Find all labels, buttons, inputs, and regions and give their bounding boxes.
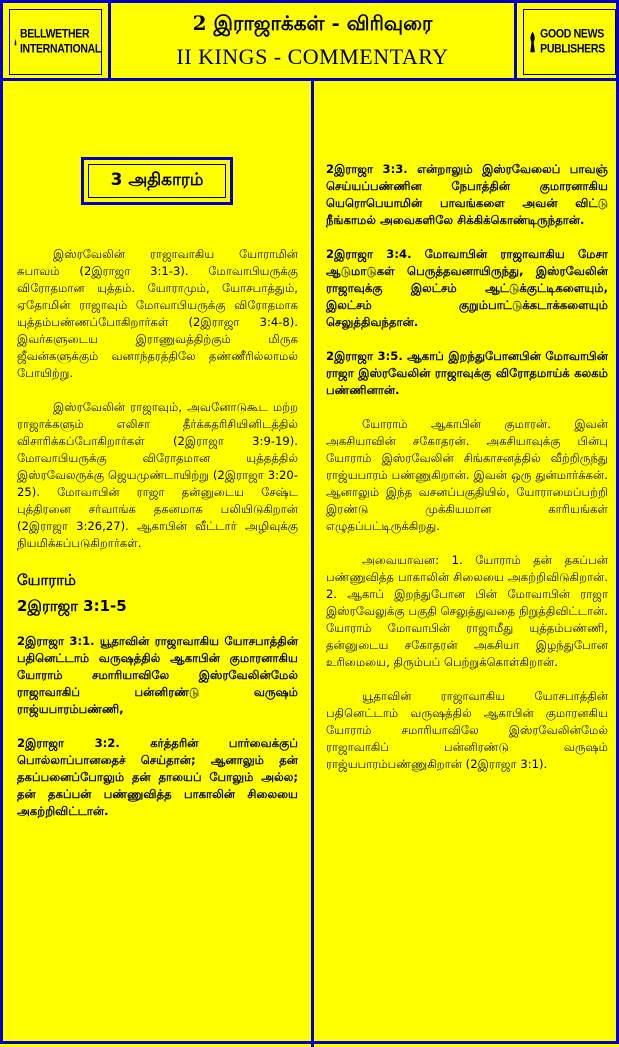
verse-3-4: 2இராஜா 3:4. மோவாபின் ராஜாவாகிய மேசா ஆடுமாடுகள் பெருத்தவனாயிருந்து, இஸ்ரவேலின் ராஜாவுக்கு இலட்சம் ஆட்டுக்குட்டிகளையும், இலட்சம் குறும்பாட்டுக்கடாக்களையும் செலுத்திவந்தான். bbox=[326, 247, 608, 329]
chapter-label: 3 அதிகாரம் bbox=[110, 170, 204, 190]
lamp-icon bbox=[528, 22, 537, 62]
left-column bbox=[17, 246, 298, 837]
chapter-box bbox=[81, 157, 233, 205]
section-reference: 2இராஜா 3:1-5 bbox=[17, 597, 127, 615]
commentary-paragraph-2: அவையாவன: 1. யோராம் தன் தகப்பன் பண்ணுவித்த பாகாலின் சிலையை அகற்றிவிடுகிறான். 2. ஆகாப் இறந்துபோன பின் மோவாபின் ராஜா இஸ்ரவேலுக்கு பகுதி செலுத்துவதை நிறுத்திவிட்டான். யோராம் மோவாபின் ராஜாமீது யுத்தம்பண்ணி, தன்னுடைய சகோதரன் அகசியா இழந்துபோன உரிமையை, திரும்பப் பெற்றுக்கொள்கிறான். bbox=[326, 553, 608, 669]
title-english: II KINGS - COMMENTARY bbox=[176, 44, 449, 69]
bellwether-logo bbox=[3, 3, 111, 81]
good-news-logo-text: GOOD NEWS PUBLISHERS bbox=[540, 27, 605, 56]
commentary-paragraph-3: யூதாவின் ராஜாவாகிய யோசபாத்தின் பதினெட்டாம் வருஷத்தில் ஆகாபின் குமாரனகிய யோராம் சமாரியாவிலே இஸ்ரவேலின்மேல் ராஜாவாகிப் பன்னிரண்டு வருஷம் ராஜ்யபாரம்பண்ணுகிறான் (2இராஜா 3:1). bbox=[326, 689, 608, 771]
verse-3-2: 2இராஜா 3:2. கர்த்தரின் பார்வைக்குப் பொல்லாப்பானதைச் செய்தான்; ஆனாலும் தன் தகப்பனைப்போலும் தன் தாயைப் போலும் அல்ல; தன் தகப்பன் பண்ணுவித்த பாகாலின் சிலையை அகற்றிவிட்டான். bbox=[17, 736, 298, 818]
verse-3-5: 2இராஜா 3:5. ஆகாப் இறந்துபோனபின் மோவாபின் ராஜா இஸ்ரவேலின் ராஜாவுக்கு விரோதமாய்க் கலகம் பண்ணினான். bbox=[326, 349, 608, 397]
header-bar bbox=[3, 3, 619, 81]
good-news-logo bbox=[514, 3, 619, 81]
right-column bbox=[326, 161, 608, 790]
tower-icon bbox=[14, 22, 17, 62]
section-heading: யோராம் bbox=[17, 571, 77, 589]
summary-paragraph-2: இஸ்ரவேலின் ராஜாவும், அவனோடுகூட மற்ற ராஜாக்களும் எலிசா தீர்க்கதரிசியினிடத்தில் விசாரிக்கப்போகிறார்கள் (2இராஜா 3:9-19). மோவாபியருக்கு விரோதமான யுத்தத்தில் இஸ்ரவேலருக்கு ஜெயமுண்டாயிற்று (2இராஜா 3:20-25). மோவாபின் ராஜா தன்னுடைய சேஷ்ட புத்திரனை சர்வாங்க தகனமாக பலியிடுகிறான் (2இராஜா 3:26,27). ஆகாபின் வீட்டார் அழிவுக்கு நியமிக்கப்படுகிறார்கள். bbox=[17, 400, 298, 550]
verse-3-1: 2இராஜா 3:1. யூதாவின் ராஜாவாகிய யோசபாத்தின் பதினெட்டாம் வருஷத்தில் ஆகாபின் குமாரனாகிய யோராம் சமாரியாவிலே இஸ்ரவேலின்மேல் ராஜாவாகிப் பன்னிரண்டு வருஷம் ராஜ்யபாரம்பண்ணி, bbox=[17, 634, 298, 716]
header-title bbox=[111, 3, 514, 81]
summary-paragraph-1: இஸ்ரவேலின் ராஜாவாகிய யோராமின் சுபாவம் (2இராஜா 3:1-3). மோவாபியருக்கு விரோதமான யுத்தம். யோராமும், யோசபாத்தும், ஏதோமின் ராஜாவும் மோவாபியருக்கு விரோதமாக யுத்தம்பண்ணப்போகிறார்கள் (2இராஜா 3:4-8). இவர்களுடைய இராணுவத்திற்கும் மிருக ஜீவன்களுக்கும் வனாந்தரத்திலே தண்ணீரில்லாமல் போயிற்று. bbox=[17, 247, 298, 380]
verse-3-3: 2இராஜா 3:3. என்றாலும் இஸ்ரவேலைப் பாவஞ் செய்யப்பண்ணின நேபாத்தின் குமாரனாகிய யெரொபெயாமின் பாவங்களை அவன் விட்டு நீங்காமல் அவைகளிலே சிக்கிக்கொண்டிருந்தான். bbox=[326, 162, 608, 227]
commentary-paragraph-1: யோராம் ஆகாபின் குமாரன். இவன் அகசியாவின் சகோதரன். அகசியாவுக்கு பின்பு யோராம் இஸ்ரவேலின் சிங்காசனத்தில் வீற்றிருந்து ராஜ்யபாரம் பண்ணுகிறான். இவன் ஒரு துன்மார்க்கன். ஆனாலும் இந்த வசனப்பகுதியில், யோராமைப்பற்றி இரண்டு முக்கியமான காரியங்கள் எழுதப்பட்டிருக்கிறது. bbox=[326, 417, 608, 533]
title-tamil: 2 இராஜாக்கள் - விரிவுரை bbox=[192, 11, 433, 35]
bellwether-logo-text: BELLWETHER INTERNATIONAL bbox=[19, 27, 102, 56]
column-divider bbox=[311, 81, 314, 1047]
